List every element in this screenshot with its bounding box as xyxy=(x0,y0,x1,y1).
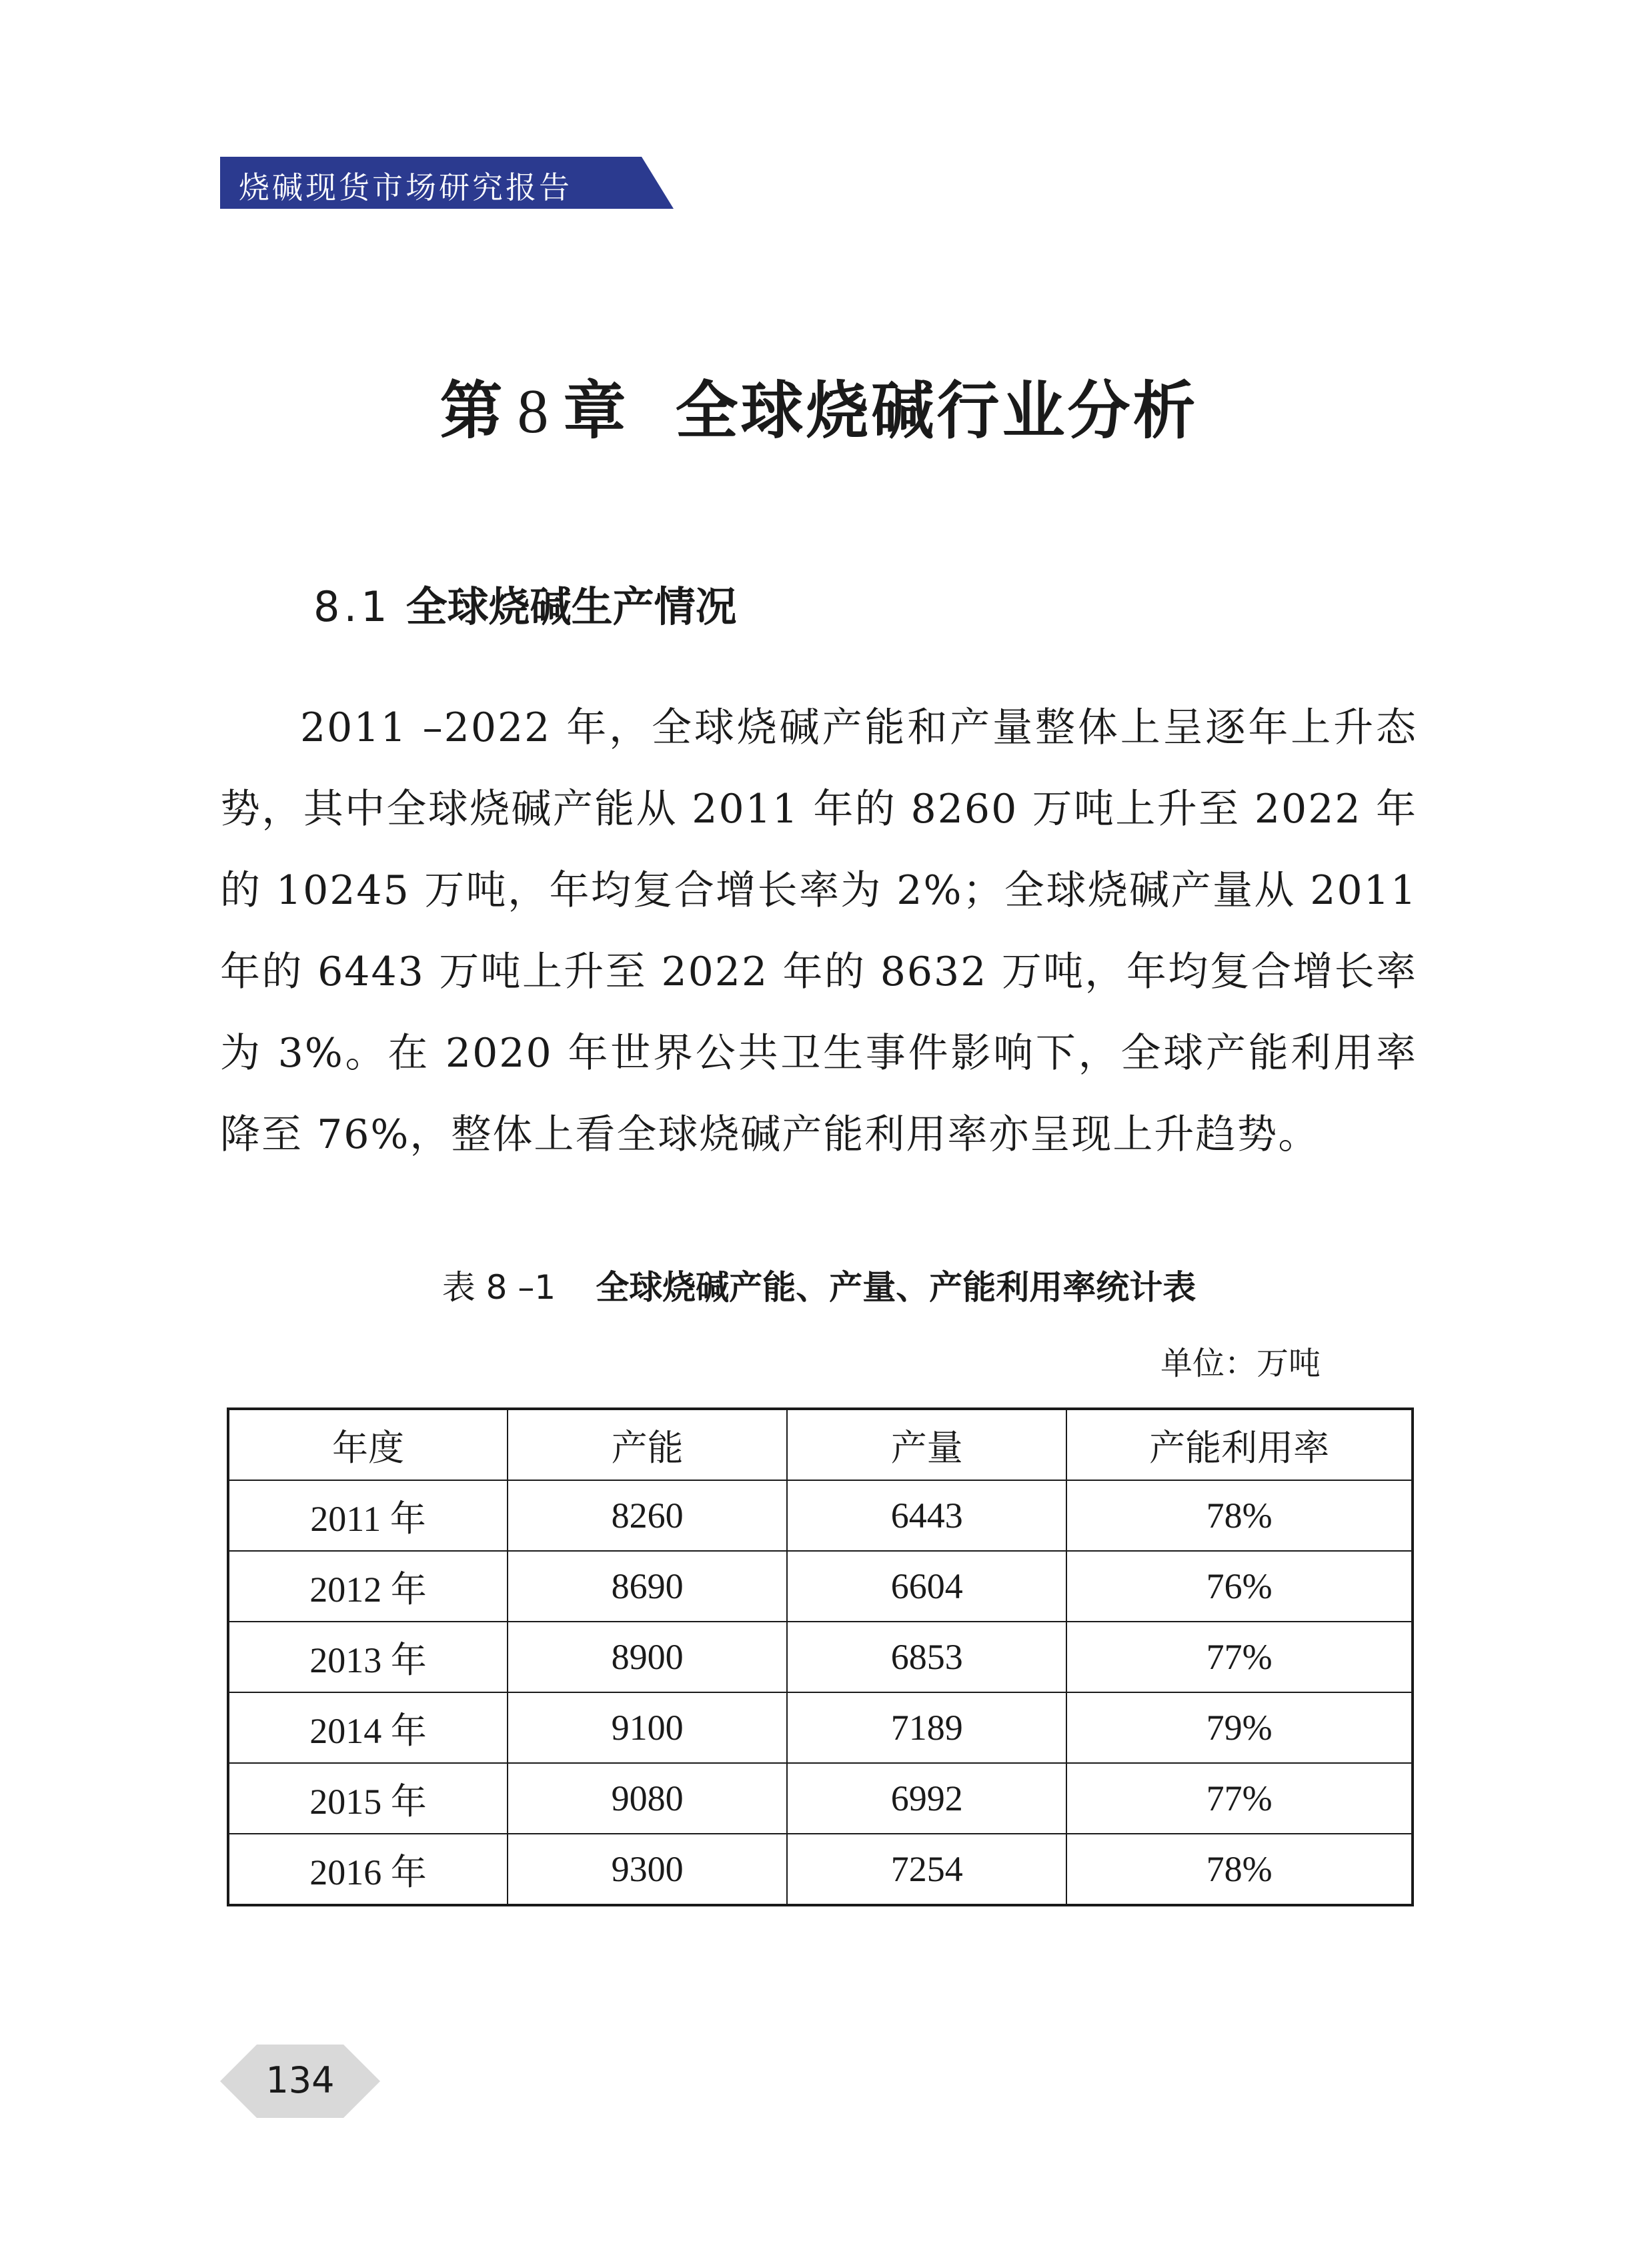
table-row xyxy=(228,1480,1413,1551)
table-row xyxy=(228,1834,1413,1905)
cell-capacity: 9300 xyxy=(508,1834,787,1905)
cell-capacity: 8260 xyxy=(508,1480,787,1551)
running-header xyxy=(220,157,674,209)
column-header-year: 年度 xyxy=(228,1409,508,1480)
page-number-badge xyxy=(220,2045,380,2118)
cell-year: 2015 年 xyxy=(228,1763,508,1834)
table-caption xyxy=(0,1261,1638,1309)
cell-year: 2014 年 xyxy=(228,1692,508,1763)
chapter-title xyxy=(0,360,1638,450)
cell-capacity: 8900 xyxy=(508,1622,787,1692)
section-title: 全球烧碱生产情况 xyxy=(405,582,737,631)
cell-capacity: 9100 xyxy=(508,1692,787,1763)
column-header-output: 产量 xyxy=(787,1409,1066,1480)
table-unit-note: 单位：万吨 xyxy=(1160,1345,1321,1382)
chapter-number: 8 xyxy=(517,377,552,446)
statistics-table xyxy=(227,1407,1414,1906)
cell-capacity: 8690 xyxy=(508,1551,787,1622)
chapter-suffix: 章 xyxy=(563,374,629,448)
table-caption-title: 全球烧碱产能、产量、产能利用率统计表 xyxy=(596,1268,1196,1307)
cell-utilization: 77% xyxy=(1066,1763,1413,1834)
chapter-prefix: 第 xyxy=(440,374,506,448)
cell-year: 2013 年 xyxy=(228,1622,508,1692)
column-header-utilization: 产能利用率 xyxy=(1066,1409,1413,1480)
cell-output: 7189 xyxy=(787,1692,1066,1763)
cell-year: 2016 年 xyxy=(228,1834,508,1905)
cell-utilization: 79% xyxy=(1066,1692,1413,1763)
cell-utilization: 77% xyxy=(1066,1622,1413,1692)
cell-utilization: 78% xyxy=(1066,1480,1413,1551)
cell-capacity: 9080 xyxy=(508,1763,787,1834)
table-row xyxy=(228,1763,1413,1834)
cell-utilization: 78% xyxy=(1066,1834,1413,1905)
cell-output: 6443 xyxy=(787,1480,1066,1551)
table-header-row xyxy=(228,1409,1413,1480)
section-number: 8.1 xyxy=(313,582,391,631)
page-number: 134 xyxy=(265,2059,335,2101)
cell-output: 7254 xyxy=(787,1834,1066,1905)
table-row xyxy=(228,1622,1413,1692)
chapter-title-text: 全球烧碱行业分析 xyxy=(675,374,1198,448)
table-row xyxy=(228,1692,1413,1763)
cell-year: 2011 年 xyxy=(228,1480,508,1551)
cell-output: 6853 xyxy=(787,1622,1066,1692)
cell-year: 2012 年 xyxy=(228,1551,508,1622)
body-paragraph: 2011 –2022 年，全球烧碱产能和产量整体上呈逐年上升态势，其中全球烧碱产能从 2011 年的 8260 万吨上升至 2022 年的 10245 万吨，年均复合增长率为 2%；全球烧碱产量从 2011 年的 6443 万吨上升至 2022 年的 8632 万吨，年均复合增长率为 3%。在 2020 年世界公共卫生事件影响下，全球产能利用率降至 76%，整体上看全球烧碱产能利用率亦呈现上升趋势。 xyxy=(220,704,1417,1158)
table-row xyxy=(228,1551,1413,1622)
section-heading xyxy=(313,574,737,633)
cell-output: 6992 xyxy=(787,1763,1066,1834)
running-header-title: 烧碱现货市场研究报告 xyxy=(239,169,572,205)
cell-utilization: 76% xyxy=(1066,1551,1413,1622)
table-caption-number: 表 8 –1 xyxy=(442,1268,556,1307)
cell-output: 6604 xyxy=(787,1551,1066,1622)
column-header-capacity: 产能 xyxy=(508,1409,787,1480)
